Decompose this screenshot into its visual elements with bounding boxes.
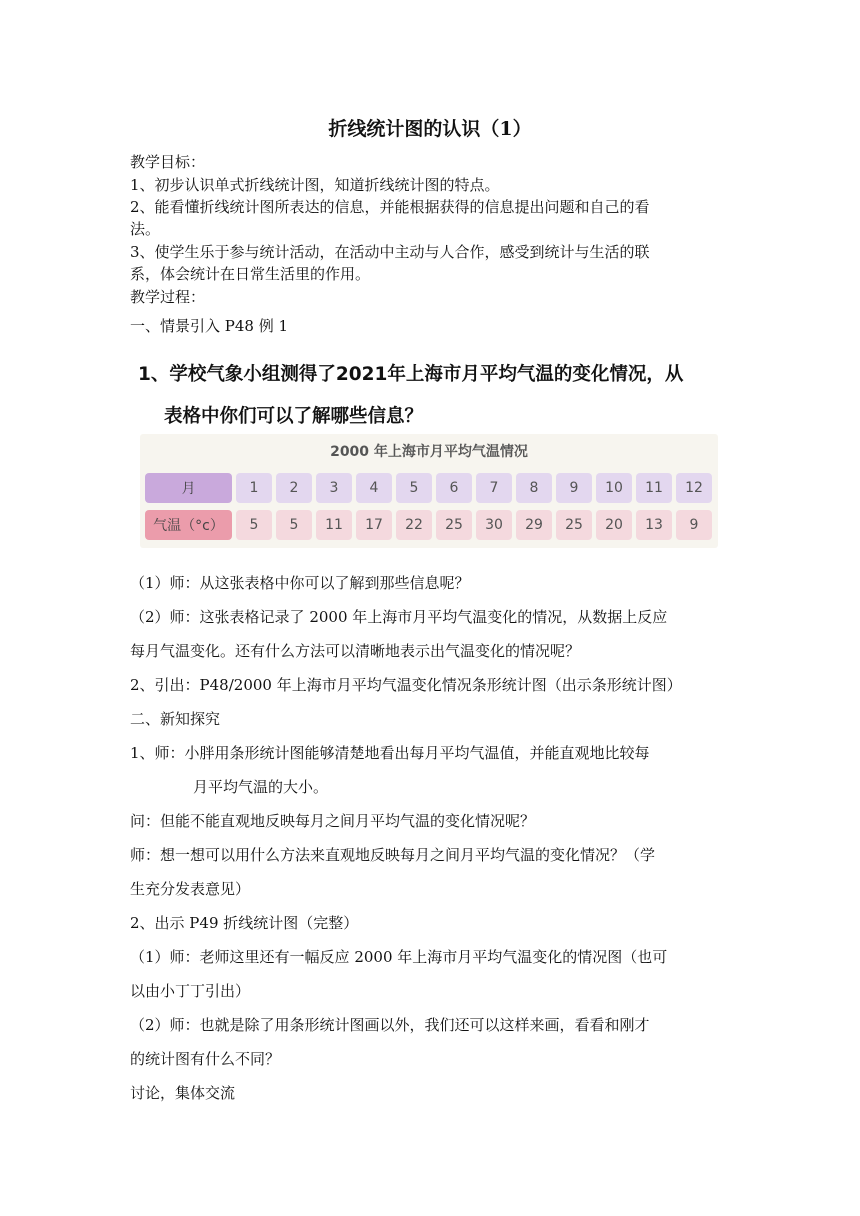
- body-line: 师：想一想可以用什么方法来直观地反映每月之间月平均气温的变化情况？（学: [130, 846, 656, 864]
- body-line: （2）师：这张表格记录了 2000 年上海市月平均气温变化的情况，从数据上反应: [130, 608, 668, 626]
- month-cell: 4: [356, 473, 392, 503]
- example-question-line1: 1、学校气象小组测得了2021年上海市月平均气温的变化情况，从: [138, 364, 684, 385]
- month-cell: 3: [316, 473, 352, 503]
- month-cell: 11: [636, 473, 672, 503]
- temperature-row: [145, 510, 712, 540]
- month-header-cell: 月: [145, 473, 232, 503]
- body-line: 问：但能不能直观地反映每月之间月平均气温的变化情况呢？: [130, 812, 536, 830]
- body-line: 讨论，集体交流: [130, 1084, 236, 1102]
- month-cell: 2: [276, 473, 312, 503]
- temperature-cell: 29: [516, 510, 552, 540]
- goal-1: 1、初步认识单式折线统计图，知道折线统计图的特点。: [130, 176, 500, 194]
- table-title: 2000 年上海市月平均气温情况: [330, 444, 528, 460]
- temperature-cell: 13: [636, 510, 672, 540]
- body-line: 每月气温变化。还有什么方法可以清晰地表示出气温变化的情况呢？: [130, 642, 581, 660]
- body-line: 的统计图有什么不同？: [130, 1050, 281, 1068]
- month-cell: 5: [396, 473, 432, 503]
- temperature-cell: 30: [476, 510, 512, 540]
- temperature-cell: 22: [396, 510, 432, 540]
- goal-3-line1: 3、使学生乐于参与统计活动，在活动中主动与人合作，感受到统计与生活的联: [130, 243, 650, 261]
- temperature-header-cell: 气温（°c）: [145, 510, 232, 540]
- goal-2-line1: 2、能看懂折线统计图所表达的信息，并能根据获得的信息提出问题和自己的看: [130, 198, 650, 216]
- body-line: （1）师：从这张表格中你可以了解到那些信息呢？: [130, 574, 470, 592]
- section-2-heading: 二、新知探究: [130, 710, 221, 728]
- month-cell: 9: [556, 473, 592, 503]
- body-line: 2、引出：P48/2000 年上海市月平均气温变化情况条形统计图（出示条形统计图）: [130, 676, 682, 694]
- example-question-line2: 表格中你们可以了解哪些信息？: [164, 406, 424, 427]
- temperature-cell: 20: [596, 510, 632, 540]
- body-line: 2、出示 P49 折线统计图（完整）: [130, 914, 359, 932]
- section-1-heading: 一、情景引入 P48 例 1: [130, 317, 289, 335]
- month-row: [145, 473, 712, 503]
- body-line: 月平均气温的大小。: [193, 778, 329, 796]
- month-cell: 10: [596, 473, 632, 503]
- temperature-cell: 5: [276, 510, 312, 540]
- process-heading: 教学过程：: [130, 288, 206, 306]
- temperature-cell: 25: [556, 510, 592, 540]
- goals-heading: 教学目标：: [130, 153, 206, 171]
- body-line: （2）师：也就是除了用条形统计图画以外，我们还可以这样来画，看看和刚才: [130, 1016, 650, 1034]
- temperature-cell: 25: [436, 510, 472, 540]
- goal-2-line2: 法。: [130, 220, 161, 238]
- goal-3-line2: 系，体会统计在日常生活里的作用。: [130, 265, 371, 283]
- month-cell: 12: [676, 473, 712, 503]
- body-line: （1）师：老师这里还有一幅反应 2000 年上海市月平均气温变化的情况图（也可: [130, 948, 668, 966]
- body-line: 以由小丁丁引出）: [130, 982, 251, 1000]
- month-cell: 1: [236, 473, 272, 503]
- month-cell: 8: [516, 473, 552, 503]
- body-line: 1、师：小胖用条形统计图能够清楚地看出每月平均气温值，并能直观地比较每: [130, 744, 650, 762]
- month-cell: 6: [436, 473, 472, 503]
- temperature-cell: 9: [676, 510, 712, 540]
- page-title: 折线统计图的认识（1）: [328, 118, 532, 140]
- body-line: 生充分发表意见）: [130, 880, 251, 898]
- temperature-table: [140, 434, 718, 548]
- temperature-cell: 17: [356, 510, 392, 540]
- temperature-cell: 11: [316, 510, 352, 540]
- temperature-cell: 5: [236, 510, 272, 540]
- month-cell: 7: [476, 473, 512, 503]
